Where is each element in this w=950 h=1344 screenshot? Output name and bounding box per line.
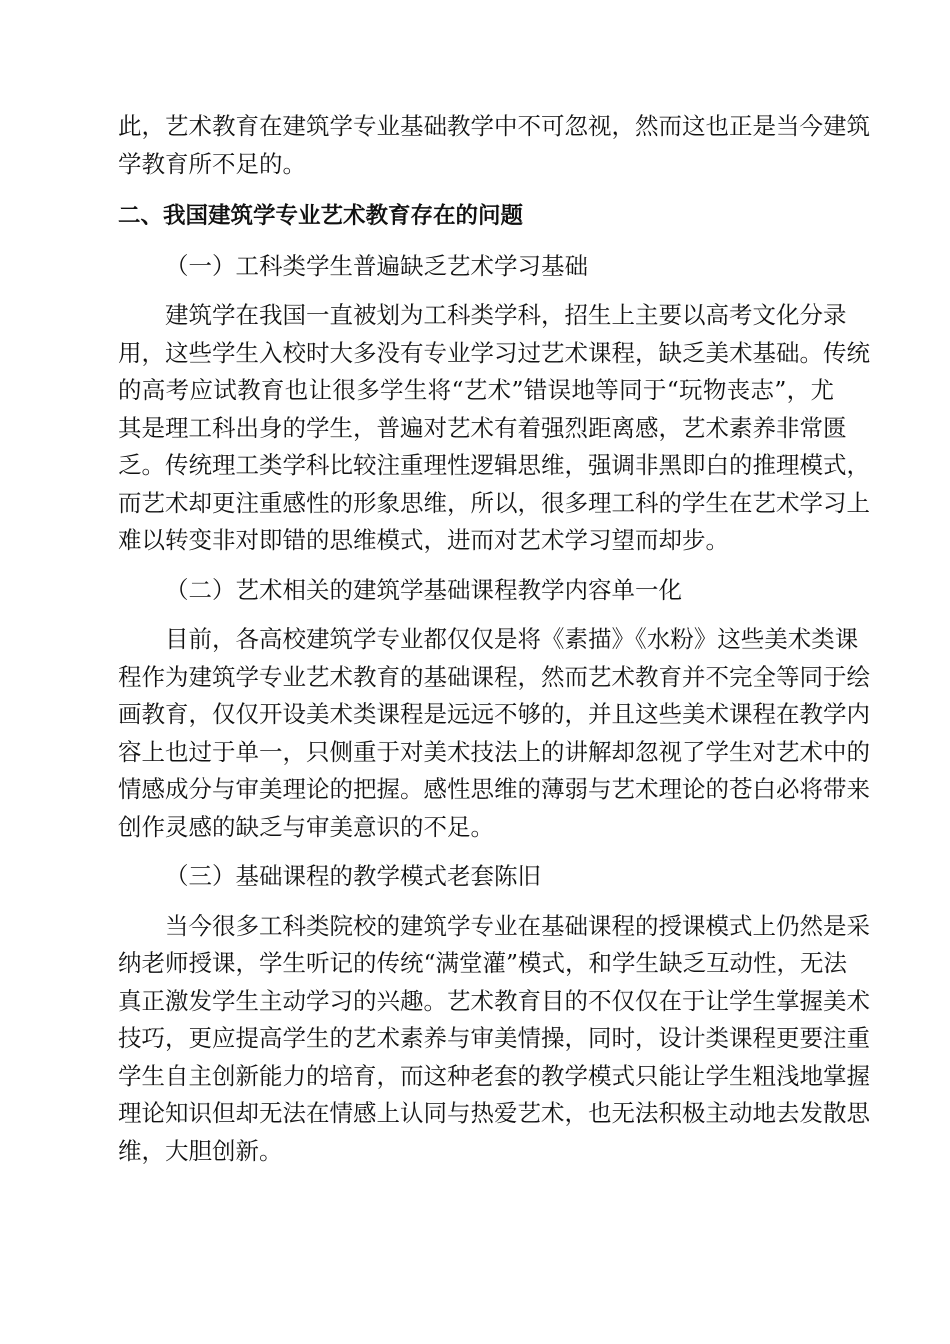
paragraph-line: 学生自主创新能力的培育，而这种老套的教学模式只能让学生粗浅地掌握 bbox=[118, 1061, 870, 1090]
paragraph-line: 维，大胆创新。 bbox=[118, 1136, 283, 1165]
intro-paragraph bbox=[118, 108, 870, 183]
paragraph-line: 而艺术却更注重感性的形象思维，所以，很多理工科的学生在艺术学习上 bbox=[118, 488, 870, 517]
subsection-heading-2: （二）艺术相关的建筑学基础课程教学内容单一化 bbox=[165, 575, 682, 604]
paragraph-line: 理论知识但却无法在情感上认同与热爱艺术，也无法积极主动地去发散思 bbox=[118, 1099, 870, 1127]
paragraph-line: 的高考应试教育也让很多学生将“艺术”错误地等同于“玩物丧志”，尤 bbox=[118, 376, 834, 404]
paragraph-line: 用，这些学生入校时大多没有专业学习过艺术课程，缺乏美术基础。传统 bbox=[118, 338, 870, 367]
section-heading: 二、我国建筑学专业艺术教育存在的问题 bbox=[118, 203, 524, 229]
paragraph-line: 真正激发学生主动学习的兴趣。艺术教育目的不仅仅在于让学生掌握美术 bbox=[118, 986, 870, 1015]
paragraph-line: 难以转变非对即错的思维模式，进而对艺术学习望而却步。 bbox=[118, 526, 729, 554]
subsection-heading-1: （一）工科类学生普遍缺乏艺术学习基础 bbox=[165, 251, 588, 280]
paragraph-line: 建筑学在我国一直被划为工科类学科，招生上主要以高考文化分录 bbox=[165, 301, 847, 329]
paragraph-line: 技巧，更应提高学生的艺术素养与审美情操，同时，设计类课程更要注重 bbox=[118, 1024, 870, 1052]
paragraph-line: 此，艺术教育在建筑学专业基础教学中不可忽视，然而这也正是当今建筑 bbox=[118, 112, 870, 140]
paragraph-line: 目前，各高校建筑学专业都仅仅是将《素描》《水粉》这些美术类课 bbox=[165, 625, 859, 653]
paragraph-line: 纳老师授课，学生听记的传统“满堂灌”模式，和学生缺乏互动性，无法 bbox=[118, 949, 848, 977]
paragraph-line: 当今很多工科类院校的建筑学专业在基础课程的授课模式上仍然是采 bbox=[165, 911, 870, 940]
paragraph-line: 乏。传统理工类学科比较注重理性逻辑思维，强调非黑即白的推理模式， bbox=[118, 451, 870, 479]
paragraph-line: 其是理工科出身的学生，普遍对艺术有着强烈距离感，艺术素养非常匮 bbox=[118, 413, 847, 442]
paragraph-line: 学教育所不足的。 bbox=[118, 149, 306, 178]
subsection-3-paragraph bbox=[118, 908, 870, 1171]
paragraph-line: 程作为建筑学专业艺术教育的基础课程，然而艺术教育并不完全等同于绘 bbox=[118, 662, 870, 691]
subsection-heading-3: （三）基础课程的教学模式老套陈旧 bbox=[165, 862, 541, 890]
document-page bbox=[118, 108, 870, 1170]
subsection-2-paragraph bbox=[118, 621, 870, 846]
paragraph-line: 情感成分与审美理论的把握。感性思维的薄弱与艺术理论的苍白必将带来 bbox=[118, 775, 870, 803]
paragraph-line: 画教育，仅仅开设美术类课程是远远不够的，并且这些美术课程在教学内 bbox=[118, 700, 870, 728]
paragraph-line: 容上也过于单一，只侧重于对美术技法上的讲解却忽视了学生对艺术中的 bbox=[118, 737, 870, 766]
paragraph-line: 创作灵感的缺乏与审美意识的不足。 bbox=[118, 812, 494, 841]
subsection-1-paragraph bbox=[118, 297, 870, 560]
